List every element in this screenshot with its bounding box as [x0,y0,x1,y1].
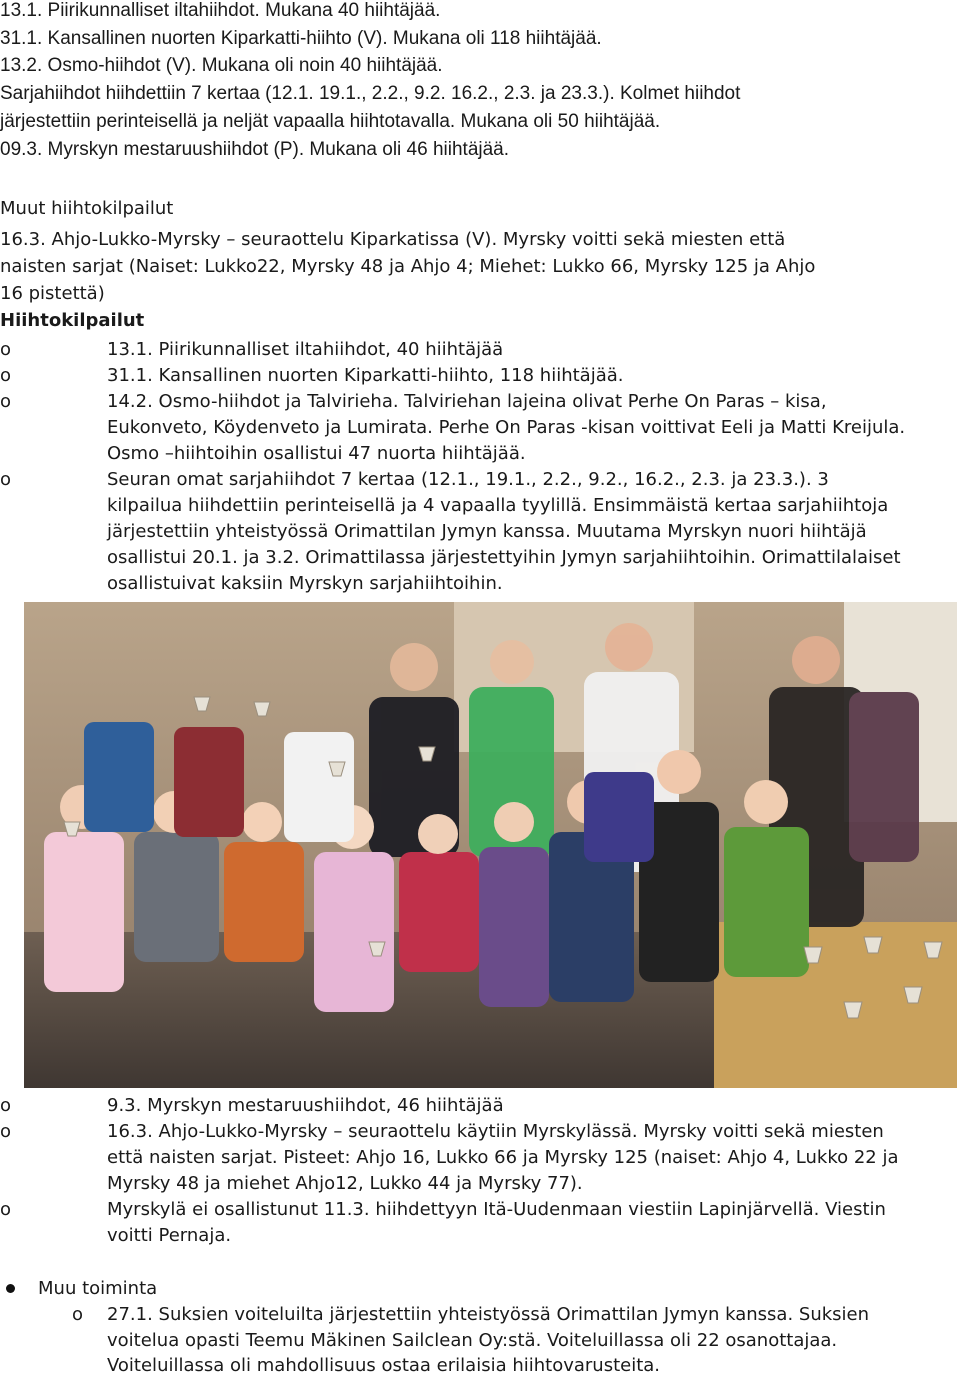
bullet-marker: o [0,469,12,490]
bullet-disc-icon [6,1284,15,1293]
bullet-marker: o [0,339,12,360]
list-item-continuation: osallistuivat kaksiin Myrskyn sarjahiihtoihin. [107,573,503,594]
section-heading: Muut hiihtokilpailut [0,198,174,219]
bullet-marker: o [0,1199,12,1220]
list-item-continuation: osallistui 20.1. ja 3.2. Orimattilassa järjestettyihin Jymyn sarjahiihtoihin. Orimattilalaiset [107,547,901,568]
list-item-continuation: kilpailua hiihdettiin perinteisellä ja 4 vapaalla tyylillä. Ensimmäistä kertaa sarjahiihtoja [107,495,889,516]
list-item-continuation: että naisten sarjat. Pisteet: Ahjo 16, Lukko 66 ja Myrsky 125 (naiset: Ahjo 4, Lukko 22 ja [107,1147,899,1168]
bullet-marker: o [0,1121,12,1142]
list-item: Myrskylä ei osallistunut 11.3. hiihdettyyn Itä-Uudenmaan viestiin Lapinjärvellä. Viestin [107,1199,886,1220]
list-item-continuation: voitelua opasti Teemu Mäkinen Sailclean Oy:stä. Voiteluillassa oli 22 osanottajaa. [107,1330,838,1351]
group-photo-illustration [24,602,957,1088]
list-item: 14.2. Osmo-hiihdot ja Talvirieha. Talviriehan lajeina olivat Perhe On Paras – kisa, [107,391,827,412]
text-line: 13.2. Osmo-hiihdot (V). Mukana oli noin 40 hiihtäjää. [0,55,443,76]
text-line: Sarjahiihdot hiihdettiin 7 kertaa (12.1. 19.1., 2.2., 9.2. 16.2., 2.3. ja 23.3.). Kolmet hiihdot [0,83,741,104]
section-heading: Muu toiminta [38,1278,158,1299]
text-line: 31.1. Kansallinen nuorten Kiparkatti-hiihto (V). Mukana oli 118 hiihtäjää. [0,28,602,49]
list-item: Seuran omat sarjahiihdot 7 kertaa (12.1., 19.1., 2.2., 9.2., 16.2., 2.3. ja 23.3.). 3 [107,469,829,490]
text-line: naisten sarjat (Naiset: Lukko22, Myrsky 48 ja Ahjo 4; Miehet: Lukko 66, Myrsky 125 ja Ahjo [0,256,816,277]
list-item: 31.1. Kansallinen nuorten Kiparkatti-hiihto, 118 hiihtäjää. [107,365,624,386]
list-item: 9.3. Myrskyn mestaruushiihdot, 46 hiihtäjää [107,1095,504,1116]
text-line: 09.3. Myrskyn mestaruushiihdot (P). Mukana oli 46 hiihtäjää. [0,139,510,160]
list-item-continuation: Voiteluillassa oli mahdollisuus ostaa erilaisia hiihtovarusteita. [107,1355,661,1376]
list-item: 16.3. Ahjo-Lukko-Myrsky – seuraottelu käytiin Myrskylässä. Myrsky voitti sekä miesten [107,1121,884,1142]
text-line: järjestettiin perinteisellä ja neljät vapaalla hiihtotavalla. Mukana oli 50 hiihtäjää. [0,111,661,132]
text-line: 16.3. Ahjo-Lukko-Myrsky – seuraottelu Kiparkatissa (V). Myrsky voitti sekä miesten että [0,229,786,250]
list-item-continuation: Myrsky 48 ja miehet Ahjo12, Lukko 44 ja Myrsky 77). [107,1173,583,1194]
section-heading: Hiihtokilpailut [0,310,145,331]
text-line: 13.1. Piirikunnalliset iltahiihdot. Mukana 40 hiihtäjää. [0,0,441,21]
bullet-marker: o [72,1304,84,1325]
text-line: 16 pistettä) [0,283,105,304]
group-photo [24,602,957,1088]
bullet-marker: o [0,391,12,412]
list-item-continuation: järjestettiin yhteistyössä Orimattilan Jymyn kanssa. Muutama Myrskyn nuori hiihtäjä [107,521,867,542]
bullet-marker: o [0,1095,12,1116]
list-item-continuation: voitti Pernaja. [107,1225,232,1246]
list-item-continuation: Osmo –hiihtoihin osallistui 47 nuorta hiihtäjää. [107,443,526,464]
list-item-continuation: Eukonveto, Köydenveto ja Lumirata. Perhe On Paras -kisan voittivat Eeli ja Matti Kreijula. [107,417,906,438]
list-item: 13.1. Piirikunnalliset iltahiihdot, 40 hiihtäjää [107,339,504,360]
list-item: 27.1. Suksien voiteluilta järjestettiin yhteistyössä Orimattilan Jymyn kanssa. Suksien [107,1304,870,1325]
bullet-marker: o [0,365,12,386]
